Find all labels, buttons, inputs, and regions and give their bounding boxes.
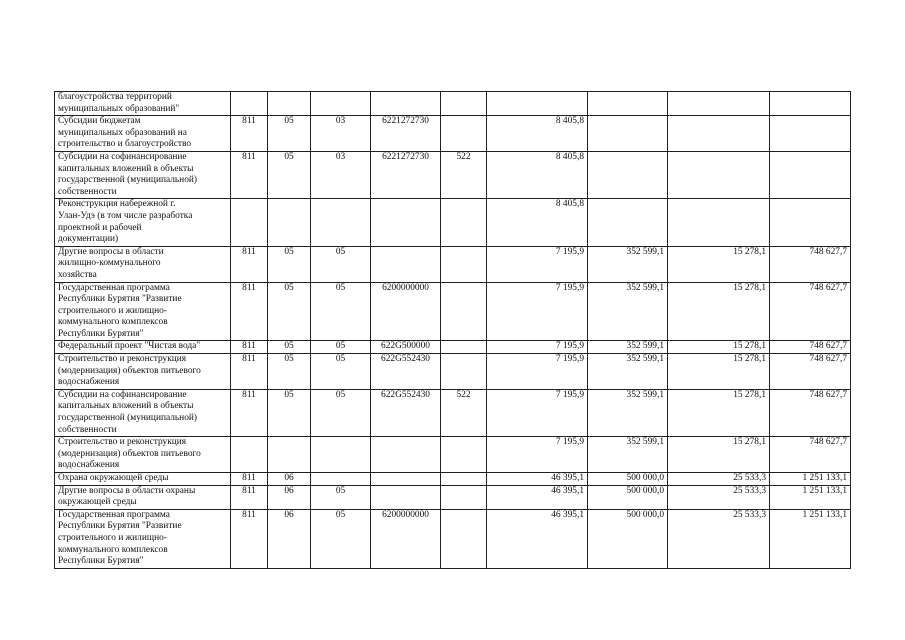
cell-section: 05 <box>268 282 311 341</box>
cell-subsection: 05 <box>311 341 371 354</box>
cell-sum-1: 46 395,1 <box>487 485 588 509</box>
cell-sum-3 <box>668 116 770 152</box>
cell-target-article: 622G552430 <box>371 354 441 390</box>
cell-sum-2: 352 599,1 <box>588 437 668 473</box>
cell-sum-4 <box>770 116 851 152</box>
cell-sum-4 <box>770 199 851 246</box>
cell-sum-3: 15 278,1 <box>668 389 770 436</box>
cell-target-article <box>371 246 441 282</box>
cell-sum-3 <box>668 199 770 246</box>
cell-sum-2: 352 599,1 <box>588 389 668 436</box>
cell-name: Строительство и реконструкция (модернизация) объектов питьевого водоснабжения <box>55 437 231 473</box>
cell-grbs: 811 <box>231 389 268 436</box>
cell-expense-type: 522 <box>441 151 487 198</box>
cell-sum-2: 352 599,1 <box>588 246 668 282</box>
cell-sum-4 <box>770 92 851 116</box>
table-row <box>55 437 851 473</box>
cell-subsection <box>311 473 371 486</box>
cell-target-article: 6200000000 <box>371 282 441 341</box>
cell-target-article: 622G500000 <box>371 341 441 354</box>
cell-section: 05 <box>268 341 311 354</box>
cell-grbs: 811 <box>231 116 268 152</box>
cell-name: Субсидии бюджетам муниципальных образований на строительство и благоустройство <box>55 116 231 152</box>
cell-grbs: 811 <box>231 509 268 568</box>
table-row <box>55 509 851 568</box>
cell-expense-type <box>441 485 487 509</box>
table-row <box>55 199 851 246</box>
cell-sum-2 <box>588 116 668 152</box>
table-row <box>55 246 851 282</box>
cell-name: Другие вопросы в области жилищно-коммунального хозяйства <box>55 246 231 282</box>
cell-subsection: 05 <box>311 354 371 390</box>
cell-sum-3 <box>668 92 770 116</box>
cell-name: Реконструкция набережной г. Улан-Удэ (в том числе разработка проектной и рабочей документации) <box>55 199 231 246</box>
cell-name: Государственная программа Республики Бурятия "Развитие строительного и жилищно- коммунального комплексов Республики Бурятия" <box>55 282 231 341</box>
cell-sum-4: 748 627,7 <box>770 282 851 341</box>
cell-expense-type <box>441 92 487 116</box>
table-row <box>55 485 851 509</box>
cell-grbs: 811 <box>231 341 268 354</box>
cell-grbs: 811 <box>231 473 268 486</box>
cell-expense-type <box>441 199 487 246</box>
cell-sum-1 <box>487 92 588 116</box>
cell-sum-1: 7 195,9 <box>487 354 588 390</box>
cell-sum-1: 46 395,1 <box>487 473 588 486</box>
cell-section: 06 <box>268 485 311 509</box>
cell-section: 05 <box>268 246 311 282</box>
cell-sum-2: 500 000,0 <box>588 473 668 486</box>
table-row <box>55 116 851 152</box>
document-page <box>54 91 850 569</box>
cell-expense-type: 522 <box>441 389 487 436</box>
cell-sum-2 <box>588 199 668 246</box>
cell-sum-4: 1 251 133,1 <box>770 485 851 509</box>
cell-subsection <box>311 92 371 116</box>
cell-subsection: 03 <box>311 116 371 152</box>
cell-sum-2: 352 599,1 <box>588 354 668 390</box>
cell-section <box>268 437 311 473</box>
cell-grbs <box>231 199 268 246</box>
cell-sum-1: 7 195,9 <box>487 282 588 341</box>
cell-expense-type <box>441 437 487 473</box>
cell-name: Другие вопросы в области охраны окружающей среды <box>55 485 231 509</box>
table-row <box>55 341 851 354</box>
table-row <box>55 389 851 436</box>
cell-target-article: 622G552430 <box>371 389 441 436</box>
cell-sum-1: 7 195,9 <box>487 246 588 282</box>
cell-sum-3: 15 278,1 <box>668 246 770 282</box>
cell-section: 05 <box>268 151 311 198</box>
cell-sum-4: 1 251 133,1 <box>770 473 851 486</box>
cell-sum-1: 46 395,1 <box>487 509 588 568</box>
cell-sum-1: 7 195,9 <box>487 437 588 473</box>
cell-subsection <box>311 199 371 246</box>
budget-table <box>54 91 851 569</box>
cell-sum-4: 748 627,7 <box>770 437 851 473</box>
cell-grbs <box>231 92 268 116</box>
cell-sum-3: 15 278,1 <box>668 341 770 354</box>
cell-section <box>268 92 311 116</box>
cell-grbs: 811 <box>231 282 268 341</box>
cell-subsection: 05 <box>311 246 371 282</box>
cell-subsection <box>311 437 371 473</box>
cell-name: Субсидии на софинансирование капитальных вложений в объекты государственной (муниципальной) собственности <box>55 389 231 436</box>
cell-name: Федеральный проект "Чистая вода" <box>55 341 231 354</box>
cell-expense-type <box>441 509 487 568</box>
cell-sum-2 <box>588 92 668 116</box>
cell-section: 06 <box>268 509 311 568</box>
cell-sum-2: 500 000,0 <box>588 509 668 568</box>
cell-target-article <box>371 485 441 509</box>
cell-name: Субсидии на софинансирование капитальных вложений в объекты государственной (муниципальной) собственности <box>55 151 231 198</box>
cell-section: 05 <box>268 116 311 152</box>
cell-sum-3: 15 278,1 <box>668 282 770 341</box>
cell-target-article <box>371 473 441 486</box>
table-row <box>55 282 851 341</box>
cell-section: 05 <box>268 354 311 390</box>
cell-sum-1: 8 405,8 <box>487 151 588 198</box>
cell-name: благоустройства территорий муниципальных образований" <box>55 92 231 116</box>
table-row <box>55 354 851 390</box>
cell-grbs: 811 <box>231 485 268 509</box>
cell-grbs: 811 <box>231 151 268 198</box>
cell-expense-type <box>441 473 487 486</box>
cell-grbs: 811 <box>231 246 268 282</box>
cell-sum-1: 7 195,9 <box>487 341 588 354</box>
cell-sum-4: 748 627,7 <box>770 389 851 436</box>
cell-subsection: 05 <box>311 389 371 436</box>
cell-expense-type <box>441 354 487 390</box>
cell-sum-2: 352 599,1 <box>588 282 668 341</box>
cell-target-article: 6200000000 <box>371 509 441 568</box>
table-body <box>55 92 851 569</box>
cell-sum-4: 1 251 133,1 <box>770 509 851 568</box>
cell-name: Строительство и реконструкция (модернизация) объектов питьевого водоснабжения <box>55 354 231 390</box>
cell-section <box>268 199 311 246</box>
cell-sum-2: 500 000,0 <box>588 485 668 509</box>
cell-target-article <box>371 199 441 246</box>
cell-sum-4: 748 627,7 <box>770 341 851 354</box>
cell-name: Охрана окружающей среды <box>55 473 231 486</box>
cell-sum-1: 7 195,9 <box>487 389 588 436</box>
cell-section: 06 <box>268 473 311 486</box>
cell-expense-type <box>441 246 487 282</box>
cell-subsection: 03 <box>311 151 371 198</box>
cell-section: 05 <box>268 389 311 436</box>
cell-sum-3: 15 278,1 <box>668 437 770 473</box>
cell-sum-4: 748 627,7 <box>770 246 851 282</box>
cell-sum-2: 352 599,1 <box>588 341 668 354</box>
cell-grbs: 811 <box>231 354 268 390</box>
cell-sum-2 <box>588 151 668 198</box>
cell-grbs <box>231 437 268 473</box>
cell-sum-1: 8 405,8 <box>487 116 588 152</box>
cell-target-article: 6221272730 <box>371 116 441 152</box>
cell-name: Государственная программа Республики Бурятия "Развитие строительного и жилищно- коммунального комплексов Республики Бурятия" <box>55 509 231 568</box>
cell-subsection: 05 <box>311 485 371 509</box>
table-row <box>55 92 851 116</box>
cell-sum-1: 8 405,8 <box>487 199 588 246</box>
cell-sum-4 <box>770 151 851 198</box>
cell-target-article <box>371 92 441 116</box>
cell-expense-type <box>441 282 487 341</box>
cell-target-article: 6221272730 <box>371 151 441 198</box>
cell-sum-4: 748 627,7 <box>770 354 851 390</box>
cell-sum-3 <box>668 151 770 198</box>
cell-sum-3: 25 533,3 <box>668 485 770 509</box>
cell-sum-3: 25 533,3 <box>668 473 770 486</box>
table-row <box>55 473 851 486</box>
cell-expense-type <box>441 341 487 354</box>
cell-subsection: 05 <box>311 509 371 568</box>
cell-subsection: 05 <box>311 282 371 341</box>
cell-target-article <box>371 437 441 473</box>
cell-expense-type <box>441 116 487 152</box>
cell-sum-3: 15 278,1 <box>668 354 770 390</box>
cell-sum-3: 25 533,3 <box>668 509 770 568</box>
table-row <box>55 151 851 198</box>
